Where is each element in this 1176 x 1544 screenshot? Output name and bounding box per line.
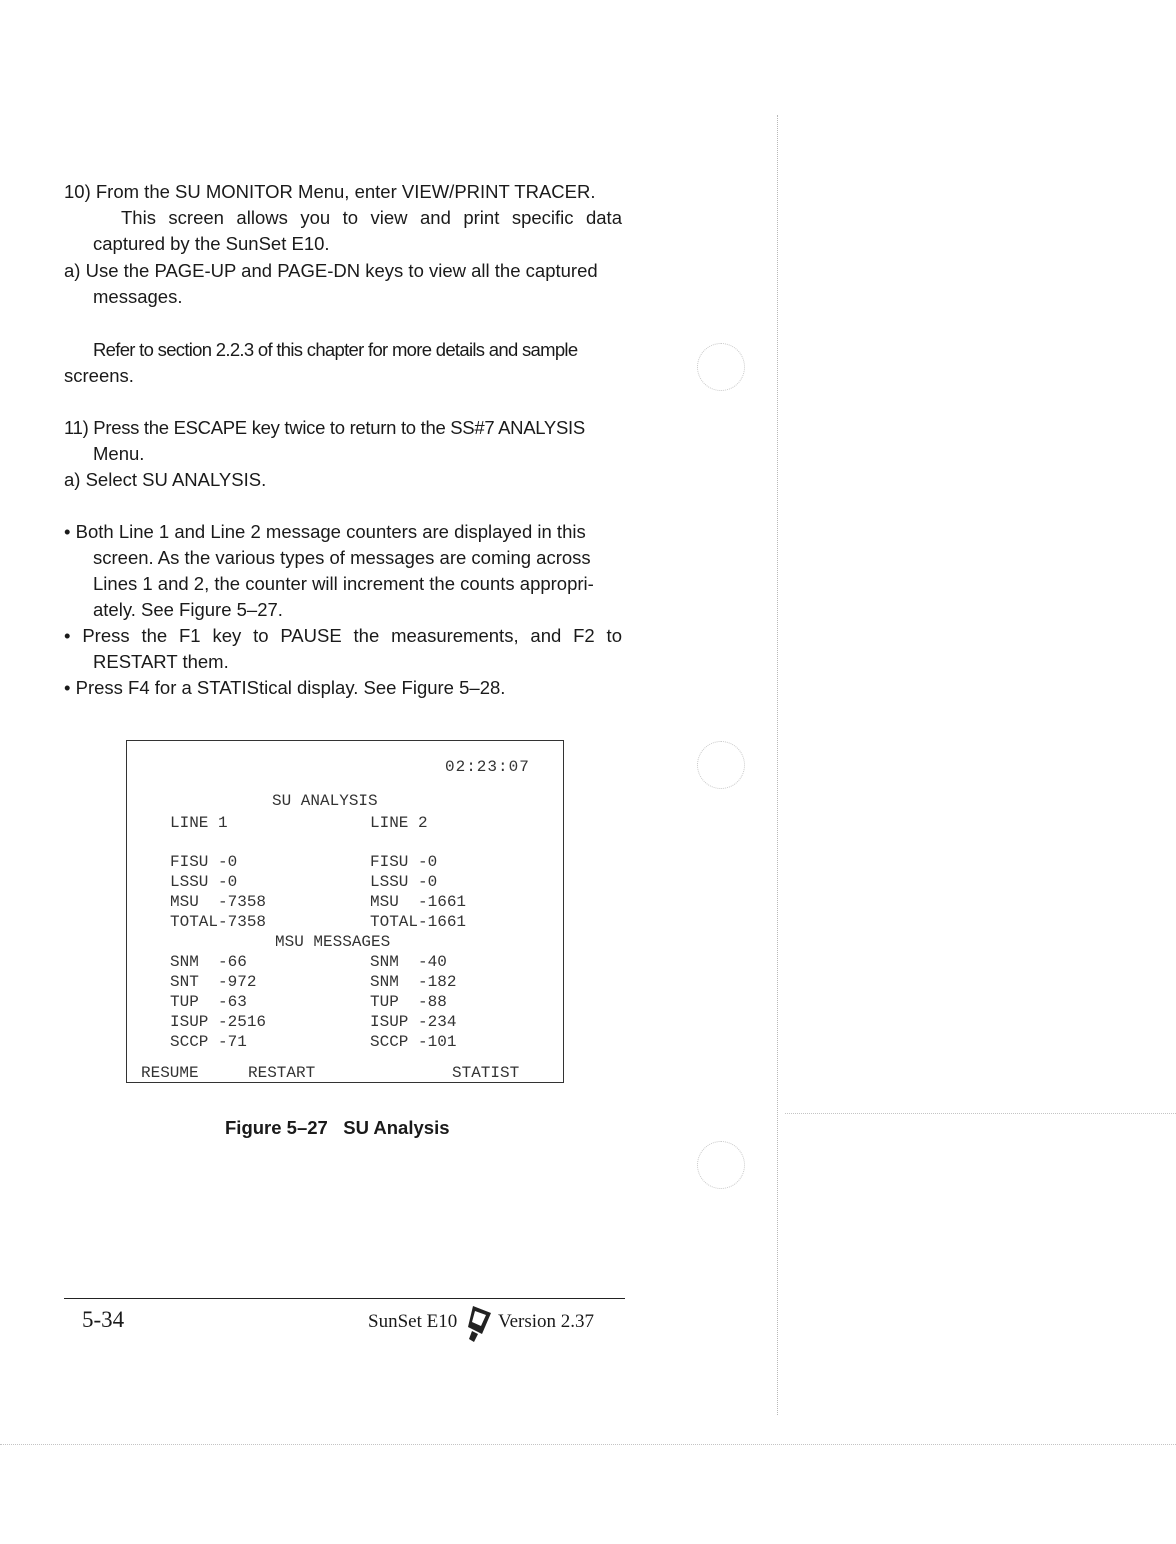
line2-msu-counter: SNM -40 [370, 953, 447, 971]
line1-counter: FISU -0 [170, 853, 238, 871]
line2-counter: MSU -1661 [370, 893, 467, 911]
binder-hole [697, 1141, 745, 1189]
bullet-line: • Both Line 1 and Line 2 message counters are displayed in this [64, 521, 586, 542]
line2-msu-counter: TUP -88 [370, 993, 447, 1011]
reference-note: Refer to section 2.2.3 of this chapter for more details and sample [93, 339, 578, 360]
line1-msu-counter: SNM -66 [170, 953, 247, 971]
softkey-statist: STATIST [452, 1064, 520, 1082]
line1-counter: TOTAL-7358 [170, 913, 267, 931]
binder-hole [697, 741, 745, 789]
binding-margin-line [777, 115, 778, 1415]
line2-msu-counter: SNM -182 [370, 973, 457, 991]
reference-note: screens. [64, 365, 134, 386]
step-10a-line: messages. [93, 286, 183, 307]
bullet-line: • Press F4 for a STATIStical display. See Figure 5–28. [64, 677, 506, 698]
step-11-line: Menu. [93, 443, 145, 464]
bullet-line: • Press the F1 key to PAUSE the measurements, and F2 to [64, 625, 622, 646]
bullet-line: ately. See Figure 5–27. [93, 599, 283, 620]
line2-counter: FISU -0 [370, 853, 438, 871]
msu-messages-header: MSU MESSAGES [275, 933, 391, 951]
binder-hole [697, 343, 745, 391]
line2-msu-counter: SCCP -101 [370, 1033, 457, 1051]
softkey-restart: RESTART [248, 1064, 316, 1082]
line1-msu-counter: ISUP -2516 [170, 1013, 267, 1031]
step-11a-line: a) Select SU ANALYSIS. [64, 469, 267, 490]
line1-msu-counter: SNT -972 [170, 973, 257, 991]
screen-title: SU ANALYSIS [272, 792, 378, 810]
margin-divider [785, 1113, 1176, 1114]
bullet-line: RESTART them. [93, 651, 229, 672]
footer-rule [64, 1298, 625, 1299]
line2-counter: TOTAL-1661 [370, 913, 467, 931]
line2-msu-counter: ISUP -234 [370, 1013, 457, 1031]
su-analysis-screen [126, 740, 564, 1083]
step-10a-line: a) Use the PAGE-UP and PAGE-DN keys to view all the captured [64, 260, 598, 281]
product-name: SunSet E10 [368, 1311, 458, 1332]
line1-header: LINE 1 [170, 814, 228, 832]
softkey-resume: RESUME [141, 1064, 199, 1082]
line1-counter: MSU -7358 [170, 893, 267, 911]
sunset-device-logo [464, 1304, 494, 1344]
step-11-line: 11) Press the ESCAPE key twice to return to the SS#7 ANALYSIS [64, 417, 585, 438]
line2-header: LINE 2 [370, 814, 428, 832]
figure-caption: Figure 5–27 SU Analysis [225, 1117, 450, 1138]
page-bottom-divider [0, 1444, 1176, 1445]
step-10-line: 10) From the SU MONITOR Menu, enter VIEW/PRINT TRACER. [64, 181, 596, 202]
step-10-description: captured by the SunSet E10. [93, 233, 330, 254]
bullet-line: Lines 1 and 2, the counter will increment the counts appropri- [93, 573, 594, 594]
step-10-description: This screen allows you to view and print specific data [121, 207, 622, 228]
version-label: Version 2.37 [498, 1311, 595, 1332]
line2-counter: LSSU -0 [370, 873, 438, 891]
bullet-line: screen. As the various types of messages are coming across [93, 547, 591, 568]
page-number: 5-34 [82, 1307, 125, 1332]
line1-msu-counter: SCCP -71 [170, 1033, 247, 1051]
screen-clock: 02:23:07 [445, 758, 530, 776]
line1-counter: LSSU -0 [170, 873, 238, 891]
line1-msu-counter: TUP -63 [170, 993, 247, 1011]
